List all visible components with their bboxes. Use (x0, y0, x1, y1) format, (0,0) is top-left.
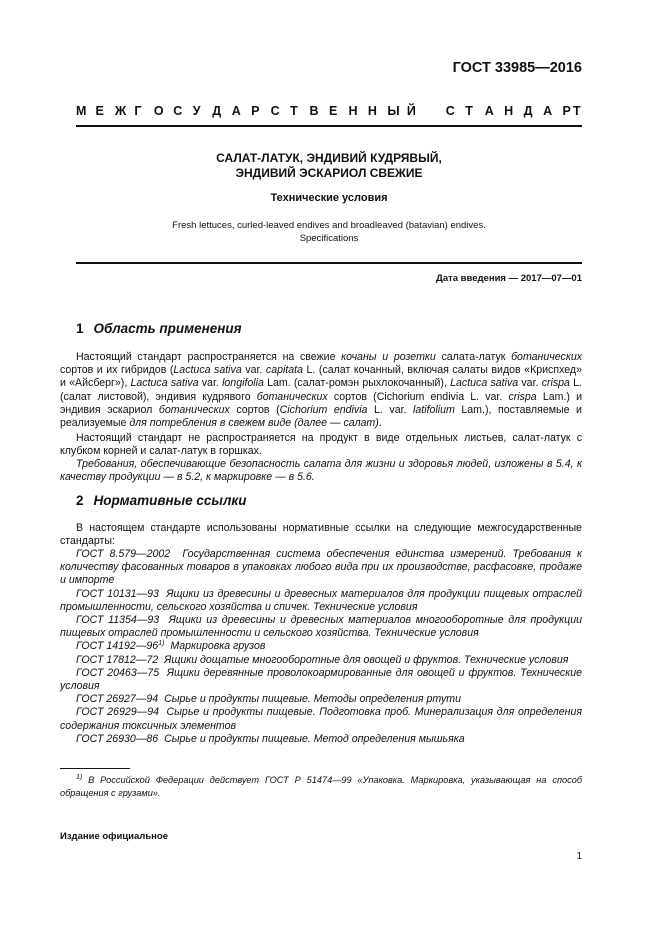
text: ботанических (256, 390, 328, 403)
banner-letter: Т (465, 104, 473, 118)
text: Lactuca sativa (130, 377, 199, 390)
banner-letter: Г (134, 104, 142, 118)
section-1-paragraph-2: Настоящий стандарт не распространяется на продукт в виде отдельных листьев, салат-латук с клубком корней и салат-латук в горшках. (60, 432, 582, 458)
reference-text: Сырье и продукты пищевые. Методы определения ртути (164, 693, 461, 706)
banner-letter: С (270, 104, 280, 118)
reference-item (60, 548, 582, 588)
reference-code: ГОСТ 20463—75 (76, 666, 160, 679)
banner-letter: Т (290, 104, 298, 118)
document-subtitle: Технические условия (270, 192, 388, 204)
banner-letter: М (76, 104, 87, 118)
reference-code: ГОСТ 26930—86 (76, 732, 159, 745)
footnote (60, 774, 582, 799)
reference-item (60, 733, 582, 746)
reference-code: ГОСТ 17812—72 (76, 653, 159, 666)
footnote-text: В Российской Федерации действует ГОСТ Р 51474—99 «Упаковка. Маркировка, указывающая на способ обращения с грузами». (60, 775, 582, 798)
banner-letter: А (231, 104, 241, 118)
english-title-line-1: Fresh lettuces, curled-leaved endives and broadleaved (batavian) endives. (172, 220, 486, 231)
banner-letter: Е (329, 104, 338, 118)
section-2-intro: В настоящем стандарте использованы нормативные ссылки на следующие межгосударственные стандарты: (60, 522, 582, 548)
banner-letter: С (173, 104, 183, 118)
text: crispa (508, 390, 537, 403)
text: longifolia (222, 377, 264, 390)
header-rule (76, 125, 582, 127)
banner-letter: Р (251, 104, 260, 118)
footnote-rule (60, 768, 130, 769)
banner-letter: Р (562, 104, 571, 118)
banner-letter: Н (504, 104, 514, 118)
reference-item (60, 614, 582, 640)
english-title-line-2: Specifications (299, 233, 359, 244)
text: сортов (Cichorium endivia L. var. (327, 390, 509, 403)
text: Lam. (салат-ромэн рыхлокочанный), (263, 377, 451, 390)
banner-letter: С (445, 104, 455, 118)
reference-text: Ящики из древесины и древесных материалов многооборотные для продукции пищевых отраслей промышленности и сельского хозяйства. Технические условия (60, 614, 582, 640)
reference-item (60, 706, 582, 732)
normative-references-list (60, 548, 582, 746)
text: latifolium (413, 403, 455, 416)
banner-letter: Е (95, 104, 104, 118)
text: ботанических (158, 403, 230, 416)
banner-letter: Т (573, 104, 581, 118)
text: Cichorium endivia (279, 403, 368, 416)
english-title (76, 219, 582, 245)
reference-code: ГОСТ 26929—94 (76, 706, 159, 719)
document-title (76, 151, 582, 181)
reference-text: Сырье и продукты пищевые. Подготовка проб. Минерализация для определения содержания токсичных элементов (60, 706, 582, 732)
section-1-paragraph-3: Требования, обеспечивающие безопасность салата для жизни и здоровья людей, изложены в 5.4, к качеству продукции — в 5.2, к маркировке — в 5.6. (60, 458, 582, 484)
footnote-marker: 1) (76, 774, 83, 781)
text: для потребления в свежем виде (далее — салат) (129, 417, 379, 430)
section-1-heading (76, 321, 242, 336)
text: var. (518, 377, 542, 390)
text: Lactuca sativa (450, 377, 519, 390)
text: Lam.), поставляемые и реализуемые (60, 403, 582, 430)
title-rule (76, 262, 582, 264)
banner-letter: Ы (387, 104, 400, 118)
text: L. (салат листовой), эндивия кудрявого (60, 377, 583, 403)
banner-letter: Д (212, 104, 222, 118)
banner-letter: У (192, 104, 201, 118)
text: Настоящий стандарт распространяется на свежие (76, 351, 342, 363)
text: сортов и их гибридов ( (60, 364, 174, 377)
text: салата-латук (435, 351, 512, 363)
reference-text: Маркировка грузов (170, 640, 266, 653)
text: Lam.) и эндивия эскариол (60, 390, 582, 416)
text: Lactuca sativa (173, 364, 242, 377)
text: var. (241, 364, 266, 377)
reference-item (60, 693, 582, 706)
banner-letter: В (309, 104, 319, 118)
reference-text: Ящики деревянные проволокоармированные для овощей и фруктов. Технические условия (60, 666, 583, 693)
reference-item (60, 654, 582, 667)
text: L. (салат кочанный, включая салаты видов «Криспхед» и «Айсберг»), (60, 364, 582, 390)
banner-letter: А (484, 104, 494, 118)
banner-letter: Д (523, 104, 533, 118)
reference-code: ГОСТ 8.579—2002 (76, 548, 171, 560)
reference-text: Государственная система обеспечения единства измерений. Требования к количеству фасованных товаров в упаковках любого вида при их производстве, расфасовке, продаже и импорте (60, 548, 582, 587)
text: crispa (541, 377, 570, 390)
introduction-date: Дата введения — 2017—07—01 (436, 273, 582, 284)
text: ботанических (511, 351, 583, 363)
reference-code: ГОСТ 14192—96 (76, 640, 159, 653)
section-1-number: 1 (76, 321, 84, 336)
text: . (378, 417, 382, 430)
footnote-marker: 1) (158, 640, 165, 648)
banner-letter: Н (348, 104, 358, 118)
section-2-heading (76, 493, 246, 508)
banner-letter: Н (367, 104, 377, 118)
banner-letter: А (543, 104, 553, 118)
page-number: 1 (576, 851, 582, 862)
reference-code: ГОСТ 26927—94 (76, 693, 159, 706)
banner-letter: Ж (114, 104, 127, 118)
reference-text: Ящики дощатые многооборотные для овощей и фруктов. Технические условия (164, 653, 569, 666)
section-1-title: Область применения (93, 321, 242, 336)
text: capitata (265, 364, 303, 377)
reference-code: ГОСТ 10131—93 (76, 587, 159, 600)
text: сортов ( (229, 403, 280, 416)
banner-letter: Й (406, 104, 416, 118)
text: var. (198, 377, 223, 390)
section-2-title: Нормативные ссылки (93, 493, 247, 508)
reference-item (60, 588, 582, 614)
section-2-number: 2 (76, 493, 84, 508)
banner-letter: О (153, 104, 164, 118)
reference-item (60, 667, 582, 693)
title-line-2: ЭНДИВИЙ ЭСКАРИОЛ СВЕЖИЕ (235, 166, 423, 180)
text: L. var. (367, 403, 414, 416)
reference-text: Сырье и продукты пищевые. Метод определения мышьяка (164, 732, 465, 745)
official-edition-label: Издание официальное (60, 831, 168, 842)
reference-item (60, 640, 582, 653)
reference-code: ГОСТ 11354—93 (76, 614, 160, 627)
section-1-paragraph-1 (60, 351, 582, 430)
reference-text: Ящики из древесины и древесных материалов для продукции пищевых отраслей промышленности, сельского хозяйства и спичек. Технические условия (60, 587, 582, 613)
text: кочаны и розетки (341, 351, 436, 363)
title-line-1: САЛАТ-ЛАТУК, ЭНДИВИЙ КУДРЯВЫЙ, (216, 151, 442, 165)
standard-number: ГОСТ 33985—2016 (452, 60, 582, 76)
